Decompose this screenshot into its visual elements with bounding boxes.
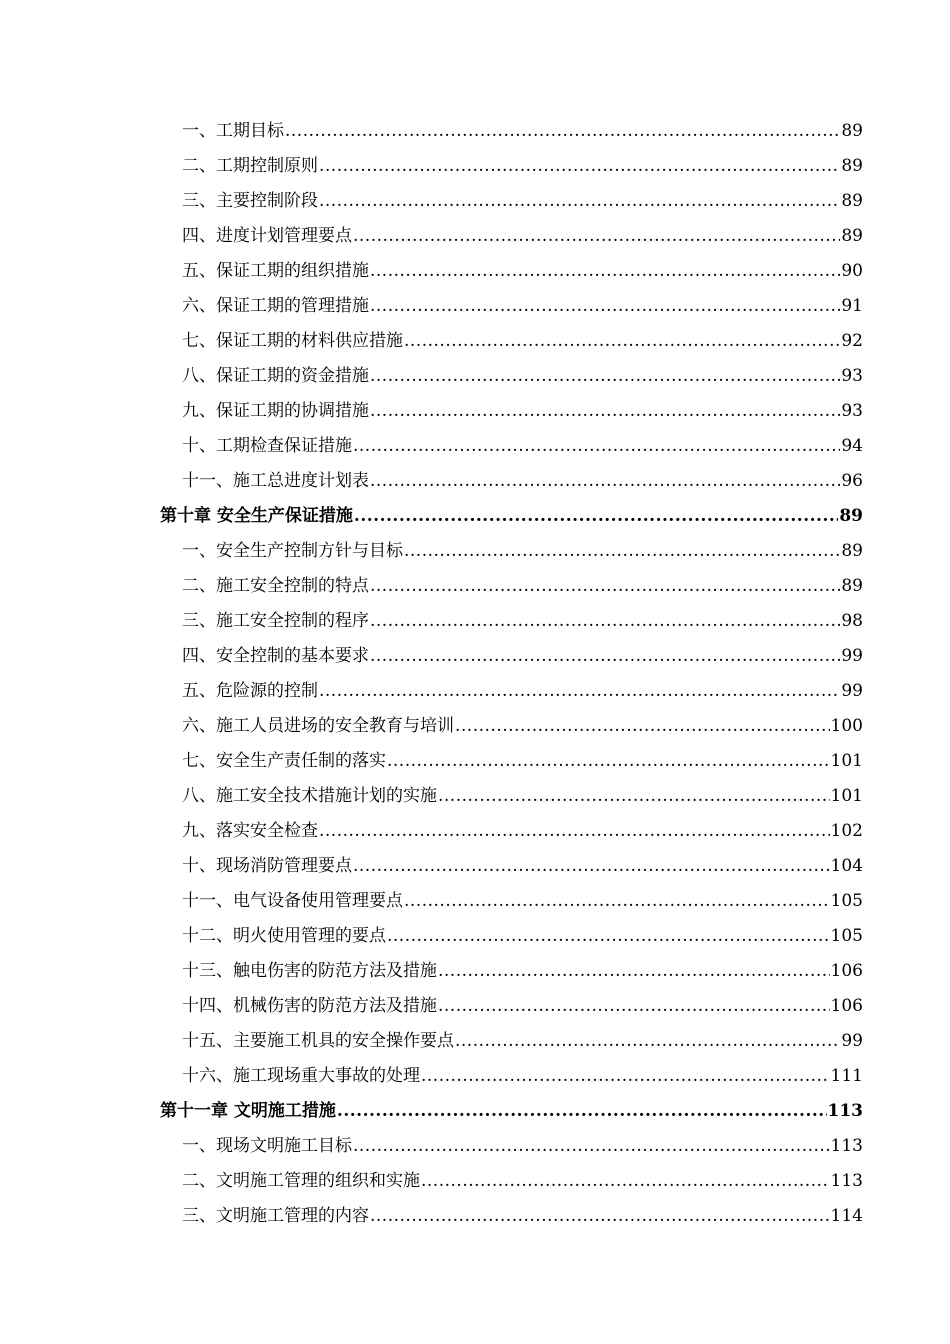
toc-section-entry[interactable]: [0, 427, 950, 462]
toc-entry-title: 九、落实安全检查: [182, 821, 318, 841]
toc-section-entry[interactable]: [0, 322, 950, 357]
toc-section-entry[interactable]: [0, 1127, 950, 1162]
toc-page-number: 104: [830, 856, 863, 876]
toc-section-entry[interactable]: [0, 567, 950, 602]
toc-section-entry[interactable]: [0, 742, 950, 777]
toc-entry-title: 十五、主要施工机具的安全操作要点: [182, 1031, 454, 1051]
toc-page-number: 114: [830, 1206, 863, 1226]
toc-dot-leader: [353, 855, 830, 877]
toc-section-entry[interactable]: [0, 987, 950, 1022]
toc-section-entry[interactable]: [0, 1022, 950, 1057]
toc-page-number: 94: [841, 436, 863, 456]
toc-entry-title: 一、工期目标: [182, 121, 284, 141]
toc-entry-title: 一、现场文明施工目标: [182, 1136, 352, 1156]
toc-section-entry[interactable]: [0, 917, 950, 952]
toc-entry-title: 八、施工安全技术措施计划的实施: [182, 786, 437, 806]
toc-section-entry[interactable]: [0, 882, 950, 917]
toc-dot-leader: [370, 295, 840, 317]
toc-page-number: 89: [841, 226, 863, 246]
toc-page-number: 96: [841, 471, 863, 491]
toc-page-number: 100: [830, 716, 863, 736]
toc-entry-title: 十一、电气设备使用管理要点: [182, 891, 403, 911]
toc-entry-title: 七、安全生产责任制的落实: [182, 751, 386, 771]
toc-dot-leader: [337, 1100, 827, 1122]
toc-entry-title: 十四、机械伤害的防范方法及措施: [182, 996, 437, 1016]
toc-page-number: 101: [830, 751, 863, 771]
toc-page-number: 89: [841, 576, 863, 596]
toc-entry-title: 十一、施工总进度计划表: [182, 471, 369, 491]
toc-entry-title: 十、现场消防管理要点: [182, 856, 352, 876]
toc-entry-title: 三、施工安全控制的程序: [182, 611, 369, 631]
toc-entry-title: 三、主要控制阶段: [182, 191, 318, 211]
toc-section-entry[interactable]: [0, 182, 950, 217]
toc-entry-title: 第十一章 文明施工措施: [160, 1101, 336, 1121]
toc-dot-leader: [353, 225, 840, 247]
toc-page-number: 90: [841, 261, 863, 281]
toc-entry-title: 五、保证工期的组织措施: [182, 261, 369, 281]
toc-section-entry[interactable]: [0, 1057, 950, 1092]
toc-entry-title: 十、工期检查保证措施: [182, 436, 352, 456]
toc-dot-leader: [370, 645, 840, 667]
toc-page-number: 89: [841, 121, 863, 141]
toc-dot-leader: [285, 120, 840, 142]
toc-dot-leader: [354, 505, 838, 527]
toc-entry-title: 十六、施工现场重大事故的处理: [182, 1066, 420, 1086]
toc-entry-title: 七、保证工期的材料供应措施: [182, 331, 403, 351]
toc-entry-title: 九、保证工期的协调措施: [182, 401, 369, 421]
toc-page-number: 89: [841, 541, 863, 561]
toc-entry-title: 一、安全生产控制方针与目标: [182, 541, 403, 561]
toc-section-entry[interactable]: [0, 707, 950, 742]
toc-section-entry[interactable]: [0, 532, 950, 567]
toc-page-number: 111: [830, 1066, 863, 1086]
toc-section-entry[interactable]: [0, 812, 950, 847]
toc-entry-title: 二、文明施工管理的组织和实施: [182, 1171, 420, 1191]
toc-section-entry[interactable]: [0, 392, 950, 427]
toc-dot-leader: [421, 1170, 830, 1192]
toc-dot-leader: [404, 540, 840, 562]
toc-dot-leader: [370, 575, 840, 597]
toc-chapter-entry[interactable]: [0, 497, 950, 532]
toc-dot-leader: [421, 1065, 830, 1087]
toc-section-entry[interactable]: [0, 672, 950, 707]
toc-page-number: 102: [830, 821, 863, 841]
toc-entry-title: 十三、触电伤害的防范方法及措施: [182, 961, 437, 981]
toc-entry-title: 三、文明施工管理的内容: [182, 1206, 369, 1226]
toc-dot-leader: [319, 820, 830, 842]
toc-dot-leader: [387, 925, 830, 947]
toc-page-number: 89: [841, 191, 863, 211]
toc-page-number: 113: [830, 1171, 863, 1191]
toc-page-number: 105: [830, 926, 863, 946]
toc-page-number: 99: [841, 681, 863, 701]
toc-dot-leader: [370, 470, 840, 492]
toc-entry-title: 四、进度计划管理要点: [182, 226, 352, 246]
toc-page-number: 98: [841, 611, 863, 631]
table-of-contents: [0, 112, 950, 1232]
toc-dot-leader: [455, 715, 830, 737]
toc-dot-leader: [353, 1135, 830, 1157]
toc-page-number: 93: [841, 401, 863, 421]
toc-dot-leader: [319, 190, 840, 212]
toc-section-entry[interactable]: [0, 847, 950, 882]
toc-page-number: 105: [830, 891, 863, 911]
toc-section-entry[interactable]: [0, 252, 950, 287]
toc-section-entry[interactable]: [0, 287, 950, 322]
toc-entry-title: 第十章 安全生产保证措施: [160, 506, 353, 526]
toc-entry-title: 十二、明火使用管理的要点: [182, 926, 386, 946]
toc-section-entry[interactable]: [0, 357, 950, 392]
toc-section-entry[interactable]: [0, 1197, 950, 1232]
toc-dot-leader: [404, 330, 840, 352]
toc-section-entry[interactable]: [0, 602, 950, 637]
toc-dot-leader: [370, 610, 840, 632]
toc-section-entry[interactable]: [0, 777, 950, 812]
toc-dot-leader: [387, 750, 830, 772]
toc-page-number: 106: [830, 961, 863, 981]
toc-dot-leader: [438, 960, 830, 982]
toc-dot-leader: [319, 155, 840, 177]
toc-section-entry[interactable]: [0, 217, 950, 252]
toc-page-number: 89: [841, 156, 863, 176]
toc-page-number: 113: [830, 1136, 863, 1156]
toc-page-number: 106: [830, 996, 863, 1016]
toc-entry-title: 八、保证工期的资金措施: [182, 366, 369, 386]
toc-page-number: 99: [841, 646, 863, 666]
toc-dot-leader: [370, 1205, 830, 1227]
toc-entry-title: 六、施工人员进场的安全教育与培训: [182, 716, 454, 736]
toc-page-number: 91: [841, 296, 863, 316]
toc-dot-leader: [438, 995, 830, 1017]
toc-page-number: 93: [841, 366, 863, 386]
toc-dot-leader: [404, 890, 830, 912]
toc-dot-leader: [353, 435, 840, 457]
toc-section-entry[interactable]: [0, 462, 950, 497]
toc-entry-title: 六、保证工期的管理措施: [182, 296, 369, 316]
toc-dot-leader: [370, 260, 840, 282]
toc-page-number: 101: [830, 786, 863, 806]
toc-section-entry[interactable]: [0, 637, 950, 672]
toc-dot-leader: [370, 400, 840, 422]
toc-dot-leader: [319, 680, 840, 702]
toc-dot-leader: [455, 1030, 840, 1052]
toc-entry-title: 四、安全控制的基本要求: [182, 646, 369, 666]
toc-entry-title: 二、工期控制原则: [182, 156, 318, 176]
toc-entry-title: 五、危险源的控制: [182, 681, 318, 701]
toc-page-number: 92: [841, 331, 863, 351]
toc-page-number: 99: [841, 1031, 863, 1051]
toc-section-entry[interactable]: [0, 147, 950, 182]
toc-dot-leader: [370, 365, 840, 387]
toc-page-number: 113: [827, 1101, 863, 1121]
toc-section-entry[interactable]: [0, 952, 950, 987]
toc-section-entry[interactable]: [0, 112, 950, 147]
toc-chapter-entry[interactable]: [0, 1092, 950, 1127]
toc-dot-leader: [438, 785, 830, 807]
toc-page-number: 89: [839, 506, 863, 526]
toc-section-entry[interactable]: [0, 1162, 950, 1197]
toc-entry-title: 二、施工安全控制的特点: [182, 576, 369, 596]
